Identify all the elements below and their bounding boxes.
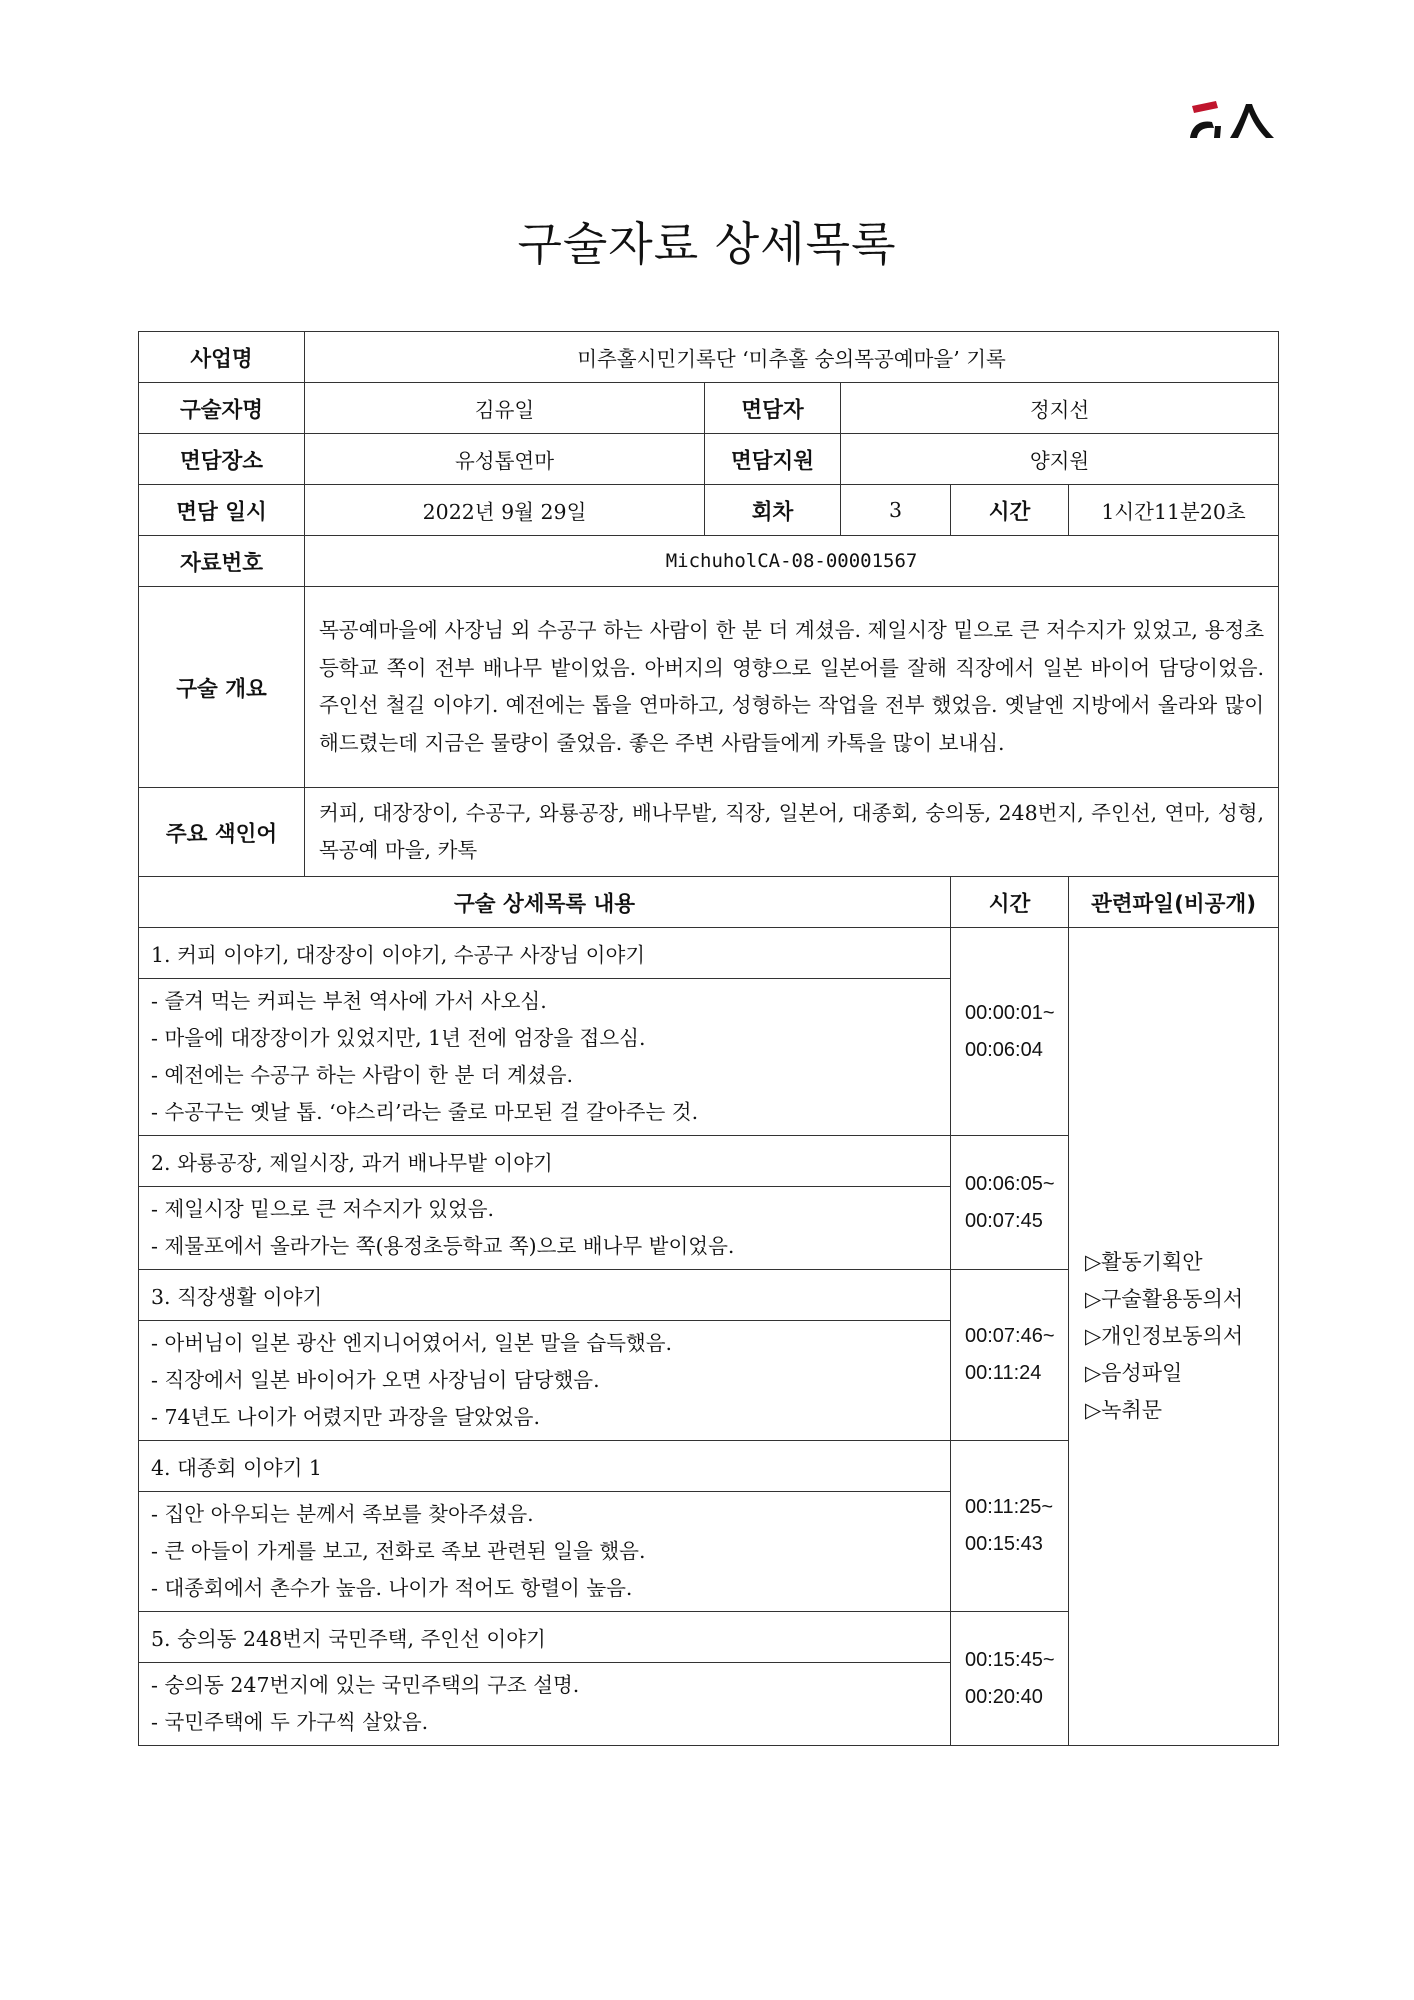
section-heading: 4. 대종회 이야기 1 [139,1441,951,1492]
place-value: 유성톱연마 [305,434,705,485]
interviewer-value: 정지선 [841,383,1279,434]
oral-record-table [138,331,1279,1746]
time-end: 00:11:24 [965,1362,1042,1384]
list-item: - 제일시장 밑으로 큰 저수지가 있었음. [151,1197,495,1221]
related-files-cell [1069,928,1279,1746]
list-item: - 큰 아들이 가게를 보고, 전화로 족보 관련된 일을 했음. [151,1539,646,1563]
section-heading: 1. 커피 이야기, 대장장이 이야기, 수공구 사장님 이야기 [139,928,951,979]
summary-value: 목공예마을에 사장님 외 수공구 하는 사람이 한 분 더 계셨음. 제일시장 밑으로 큰 저수지가 있었고, 용정초등학교 쪽이 전부 배나무 밭이었음. 아버지의 영향으로 일본어를 잘해 직장에서 일본 바이어 담당이었음. 주인선 철길 이야기. 예전에는 톱을 연마하고, 성형하는 작업을 전부 했었음. 옛날엔 지방에서 올라와 많이 해드렸는데 지금은 물량이 줄었음. 좋은 주변 사람들에게 카톡을 많이 보내심. [305,587,1279,788]
detail-time-header: 시간 [951,877,1069,928]
section-time [951,1441,1069,1612]
project-label: 사업명 [139,332,305,383]
summary-row [139,587,1279,788]
file-item: ▷구술활용동의서 [1085,1287,1244,1311]
time-end: 00:20:40 [965,1685,1043,1708]
section-body [139,979,951,1136]
section-body [139,1492,951,1612]
file-item: ▷음성파일 [1085,1361,1183,1385]
section-heading: 5. 숭의동 248번지 국민주택, 주인선 이야기 [139,1612,951,1663]
section-heading-row [139,928,1279,979]
detail-header-row [139,877,1279,928]
duration-value: 1시간11분20초 [1069,485,1279,536]
detail-content-header: 구술 상세목록 내용 [139,877,951,928]
narrator-row [139,383,1279,434]
place-row [139,434,1279,485]
session-value: 3 [841,485,951,536]
section-time [951,1612,1069,1746]
time-start: 00:06:05~ [965,1172,1055,1195]
page-title: 구술자료 상세목록 [517,217,897,271]
list-item: - 제물포에서 올라가는 쪽(용정초등학교 쪽)으로 배나무 밭이었음. [151,1234,735,1258]
time-start: 00:00:01~ [965,1001,1055,1024]
list-item: - 대종회에서 촌수가 높음. 나이가 적어도 항렬이 높음. [151,1576,633,1600]
section-heading: 3. 직장생활 이야기 [139,1270,951,1321]
summary-label: 구술 개요 [139,587,305,788]
list-item: - 직장에서 일본 바이어가 오면 사장님이 담당했음. [151,1368,600,1392]
list-item: - 집안 아우되는 분께서 족보를 찾아주셨음. [151,1502,534,1526]
file-item: ▷개인정보동의서 [1085,1324,1244,1348]
keywords-label: 주요 색인어 [139,788,305,877]
narrator-label: 구술자명 [139,383,305,434]
institution-logo-icon [1186,98,1278,142]
assistant-label: 면담지원 [705,434,841,485]
list-item: - 74년도 나이가 어렸지만 과장을 달았었음. [151,1405,540,1429]
detail-files-header: 관련파일(비공개) [1069,877,1279,928]
file-item: ▷녹취문 [1085,1398,1163,1422]
list-item: - 즐겨 먹는 커피는 부천 역사에 가서 사오심. [151,989,547,1013]
place-label: 면담장소 [139,434,305,485]
file-item: ▷활동기획안 [1085,1250,1203,1274]
section-time [951,928,1069,1136]
time-end: 00:15:43 [965,1533,1043,1555]
date-label: 면담 일시 [139,485,305,536]
list-item: - 마을에 대장장이가 있었지만, 1년 전에 엄장을 접으심. [151,1026,646,1050]
duration-label: 시간 [951,485,1069,536]
time-start: 00:15:45~ [965,1648,1055,1671]
interviewer-label: 면담자 [705,383,841,434]
assistant-value: 양지원 [841,434,1279,485]
section-body [139,1663,951,1746]
time-end: 00:06:04 [965,1038,1043,1061]
section-time [951,1136,1069,1270]
list-item: - 수공구는 옛날 톱. ‘야스리’라는 줄로 마모된 걸 갈아주는 것. [151,1100,699,1124]
project-value: 미추홀시민기록단 ‘미추홀 숭의목공예마을’ 기록 [305,332,1279,383]
list-item: - 국민주택에 두 가구씩 살았음. [151,1710,429,1734]
section-body [139,1187,951,1270]
time-start: 00:11:25~ [965,1496,1054,1518]
list-item: - 예전에는 수공구 하는 사람이 한 분 더 계셨음. [151,1063,574,1087]
keywords-value: 커피, 대장장이, 수공구, 와룡공장, 배나무밭, 직장, 일본어, 대종회, 숭의동, 248번지, 주인선, 연마, 성형, 목공예 마을, 카톡 [305,788,1279,877]
date-row [139,485,1279,536]
record-row [139,536,1279,587]
time-end: 00:07:45 [965,1209,1043,1232]
project-row [139,332,1279,383]
list-item: - 아버님이 일본 광산 엔지니어였어서, 일본 말을 습득했음. [151,1331,673,1355]
keywords-row [139,788,1279,877]
section-heading: 2. 와룡공장, 제일시장, 과거 배나무밭 이야기 [139,1136,951,1187]
record-value: MichuholCA-08-00001567 [305,536,1279,587]
section-body [139,1321,951,1441]
section-time [951,1270,1069,1441]
list-item: - 숭의동 247번지에 있는 국민주택의 구조 설명. [151,1673,580,1697]
record-label: 자료번호 [139,536,305,587]
date-value: 2022년 9월 29일 [305,485,705,536]
time-start: 00:07:46~ [965,1325,1055,1347]
session-label: 회차 [705,485,841,536]
narrator-value: 김유일 [305,383,705,434]
